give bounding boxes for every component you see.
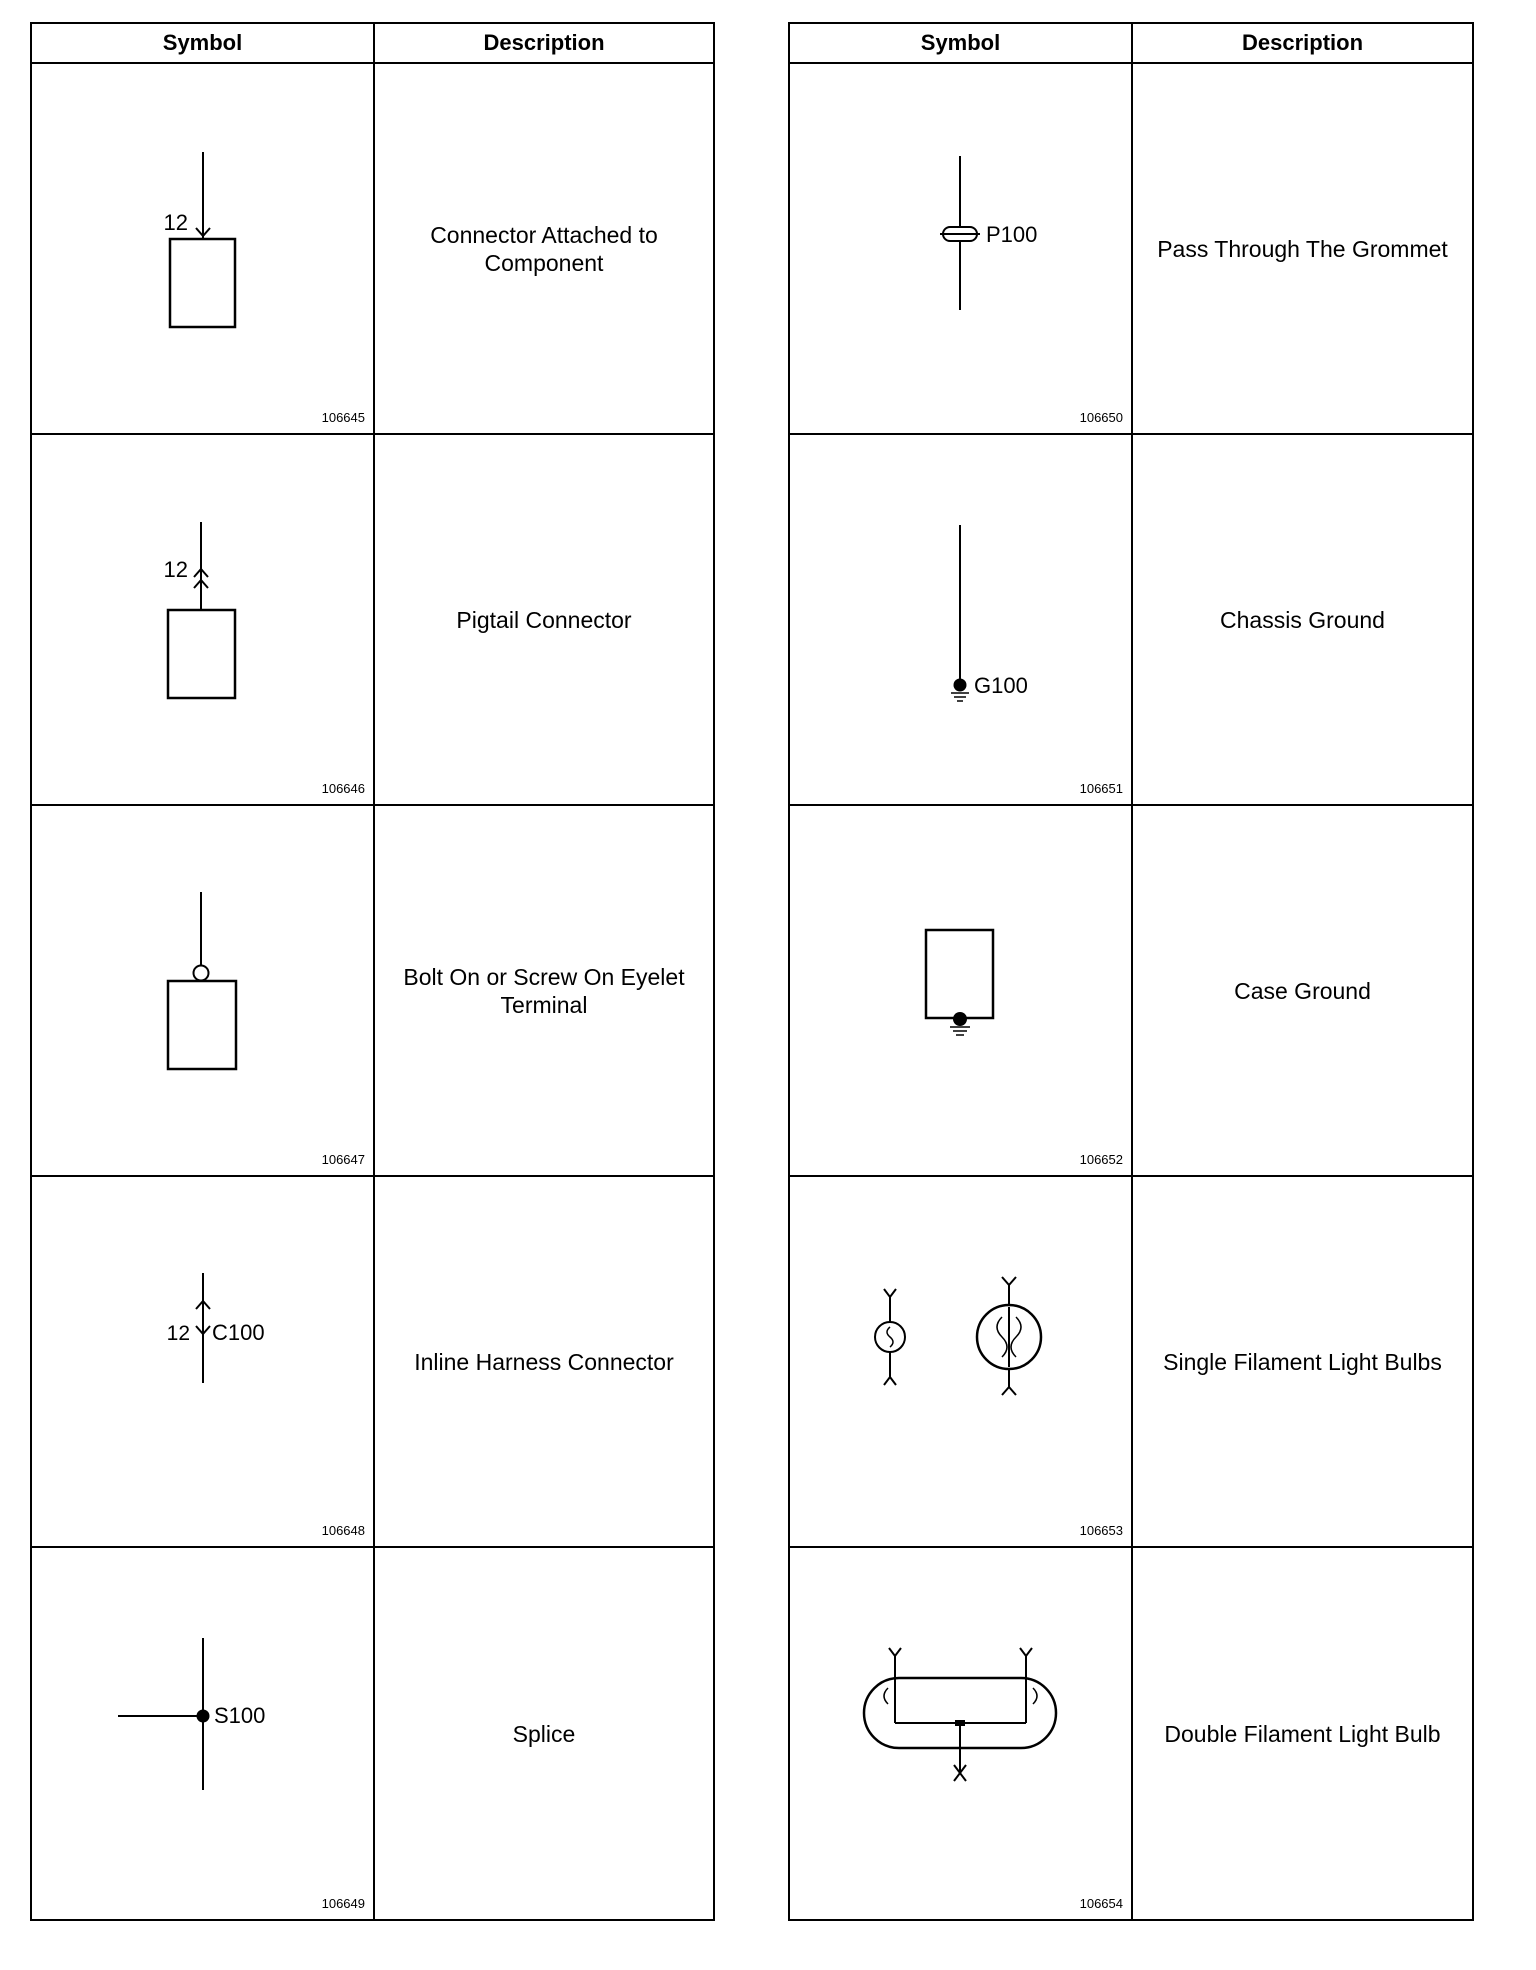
description-cell: Connector Attached to Component [430, 221, 658, 276]
table-header [790, 24, 1472, 64]
figure-id: 106653 [1079, 1523, 1123, 1538]
figure-id: 106645 [321, 410, 365, 425]
table-row [790, 1177, 1472, 1548]
symbol-table-left [30, 22, 715, 1921]
table-row [32, 1177, 713, 1548]
symbol-table-right [788, 22, 1474, 1921]
pin-label: 12 [163, 210, 188, 235]
description-cell: Pigtail Connector [456, 606, 632, 633]
pigtail-connector-symbol-icon [32, 435, 373, 806]
splice-label: S100 [214, 1703, 266, 1728]
pin-label: 12 [166, 1322, 190, 1345]
symbol-cell [790, 806, 1133, 1175]
symbol-cell [32, 435, 375, 804]
symbol-cell [32, 1548, 375, 1919]
figure-id: 106649 [321, 1896, 365, 1911]
description-cell: Single Filament Light Bulbs [1163, 1348, 1442, 1375]
table-row [32, 64, 713, 435]
description-cell: Chassis Ground [1220, 606, 1385, 633]
description-column-header: Description [1241, 30, 1364, 55]
table-row [790, 1548, 1472, 1919]
table-row [32, 435, 713, 806]
eyelet-terminal-symbol-icon [32, 806, 373, 1177]
ground-label: G100 [974, 673, 1028, 698]
description-cell: Case Ground [1234, 977, 1371, 1004]
chassis-ground-symbol-icon [790, 435, 1131, 806]
single-filament-bulbs-symbol-icon [790, 1177, 1131, 1548]
description-cell: Bolt On or Screw On Eyelet Terminal [403, 963, 685, 1018]
symbol-column-header: Symbol [32, 24, 375, 62]
double-filament-bulb-symbol-icon [790, 1548, 1131, 1919]
case-ground-symbol-icon [790, 806, 1131, 1177]
figure-id: 106646 [321, 781, 365, 796]
table-row [32, 806, 713, 1177]
figure-id: 106648 [321, 1523, 365, 1538]
figure-id: 106647 [321, 1152, 365, 1167]
figure-id: 106650 [1079, 410, 1123, 425]
symbol-cell [790, 435, 1133, 804]
description-cell: Splice [512, 1720, 576, 1747]
figure-id: 106652 [1079, 1152, 1123, 1167]
symbol-cell [790, 1548, 1133, 1919]
grommet-label: P100 [986, 222, 1038, 247]
symbol-cell [32, 806, 375, 1175]
table-row [790, 64, 1472, 435]
description-column-header: Description [483, 30, 605, 55]
description-cell: Inline Harness Connector [414, 1348, 674, 1375]
table-row [790, 806, 1472, 1177]
table-header [32, 24, 713, 64]
symbol-cell [32, 1177, 375, 1546]
table-row [790, 435, 1472, 806]
pin-label: 12 [163, 557, 188, 582]
symbol-cell [32, 64, 375, 433]
symbol-column-header: Symbol [790, 24, 1133, 62]
table-row [32, 1548, 713, 1919]
description-cell: Pass Through The Grommet [1157, 235, 1448, 262]
connector-label: C100 [212, 1320, 265, 1345]
inline-harness-connector-symbol-icon [32, 1177, 373, 1548]
grommet-symbol-icon [790, 64, 1131, 435]
connector-attached-symbol-icon [32, 64, 373, 435]
figure-id: 106654 [1079, 1896, 1123, 1911]
figure-id: 106651 [1079, 781, 1123, 796]
description-cell: Double Filament Light Bulb [1164, 1720, 1441, 1747]
splice-symbol-icon [32, 1548, 373, 1919]
symbol-cell [790, 64, 1133, 433]
symbol-cell [790, 1177, 1133, 1546]
